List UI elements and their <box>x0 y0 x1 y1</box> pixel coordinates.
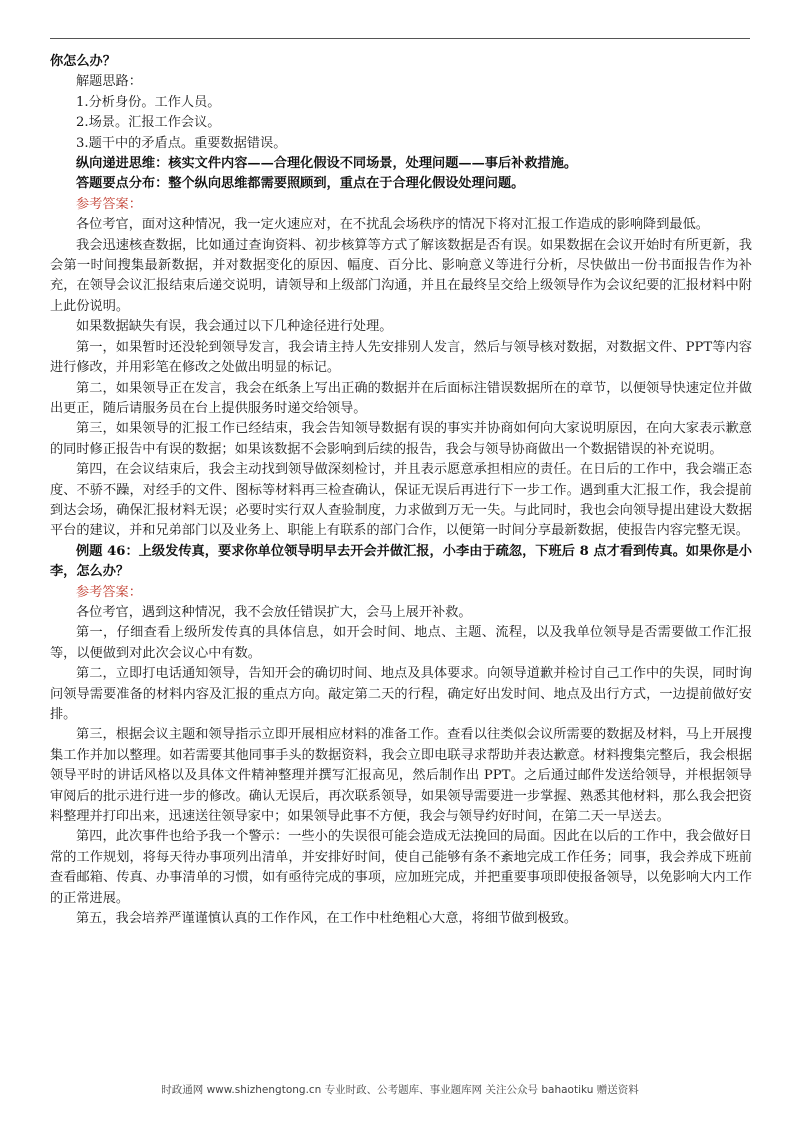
answer-paragraph: 第四，此次事件也给予我一个警示：一些小的失误很可能会造成无法挽回的局面。因此在以后的工作中，我会做好日常的工作规划，将每天待办事项列出清单，并安排好时间，使自己能够有条不紊地完成工作任务；同事，我会养成下班前查看邮箱、传真、办事清单的习惯，如有亟待完成的事项，应加班完成，并把重要事项即使报备领导，以免影响大内工作的正常进展。 <box>50 829 752 906</box>
answer-paragraph: 第四，在会议结束后，我会主动找到领导做深刻检讨，并且表示愿意承担相应的责任。在日后的工作中，我会端正态度、不骄不躁，对经手的文件、图标等材料再三检查确认，保证无误后再进行下一步工作。遇到重大汇报工作，我会提前到达会场，确保汇报材料无误；必要时实行双人查验制度，力求做到万无一失。与此同时，我也会向领导提出建设大数据平台的建议，并和兄弟部门以及业务上、职能上有联系的部门合作，以便第一时间分享最新数据，使报告内容完整无误。 <box>50 462 752 539</box>
page-footer: 时政通网 www.shizhengtong.cn 专业时政、公考题库、事业题库网 关注公众号 bahaotiku 赠送资料 <box>161 1084 639 1096</box>
answer-paragraph: 第三，根据会议主题和领导指示立即开展相应材料的准备工作。查看以往类似会议所需要的数据及材料，马上开展搜集工作并加以整理。如若需要其他同事手头的数据资料，我会立即电联寻求帮助并表达歉意。材料搜集完整后，我会根据领导平时的讲话风格以及具体文件精神整理并撰写汇报高见，然后制作出 PPT。之后通过邮件发送给领导，并根据领导审阅后的批示进行进一步的修改。确认无误后，再次联系领导，如果领导需要进一步掌握、熟悉其他材料，那么我会把资料整理并打印出来，迅速送往领导家中；如果领导此事不方便，我会与领导约好时间，在第二天一早送去。 <box>50 727 752 825</box>
answer-paragraph: 如果数据缺失有误，我会通过以下几种途径进行处理。 <box>76 319 393 335</box>
solution-point: 1.分析身份。工作人员。 <box>76 94 221 110</box>
document-body <box>50 52 752 929</box>
answer-paragraph: 第三，如果领导的汇报工作已经结束，我会告知领导数据有误的事实并协商如何向大家说明原因，在向大家表示歉意的同时修正报告中有误的数据；如果该数据不会影响到后续的报告，我会与领导协商做出一个数据错误的补充说明。 <box>50 421 752 457</box>
solution-point: 2.场景。汇报工作会议。 <box>76 115 221 131</box>
reference-answer-label: 参考答案： <box>76 584 142 600</box>
answer-key-points: 答题要点分布：整个纵向思维都需要照顾到，重点在于合理化假设处理问题。 <box>76 176 525 192</box>
reference-answer-label: 参考答案： <box>76 196 142 212</box>
header-rule <box>50 38 750 39</box>
answer-paragraph: 各位考官，遇到这种情况，我不会放任错误扩大，会马上展开补救。 <box>76 604 472 620</box>
solution-label: 解题思路： <box>76 74 142 90</box>
example-46-question: 例题 46：上级发传真，要求你单位领导明早去开会并做汇报，小李由于疏忽，下班后 8 点才看到传真。如果你是小李，怎么办？ <box>50 543 752 580</box>
question-tail: 你怎么办？ <box>50 54 116 69</box>
answer-paragraph: 第二，如果领导正在发言，我会在纸条上写出正确的数据并在后面标注错误数据所在的章节，以便领导快速定位并做出更正，随后请服务员在台上提供服务时递交给领导。 <box>50 380 752 416</box>
answer-paragraph: 第一，如果暂时还没轮到领导发言，我会请主持人先安排别人发言，然后与领导核对数据，对数据文件、PPT等内容进行修改，并用彩笔在修改之处做出明显的标记。 <box>50 339 752 376</box>
answer-paragraph: 第一，仔细查看上级所发传真的具体信息，如开会时间、地点、主题、流程，以及我单位领导是否需要做工作汇报等，以便做到对此次会议心中有数。 <box>50 625 752 661</box>
answer-paragraph: 第二，立即打电话通知领导，告知开会的确切时间、地点及具体要求。向领导道歉并检讨自己工作中的失误，同时询问领导需要准备的材料内容及汇报的重点方向。敲定第二天的行程，确定好出发时间、地点及出行方式，一边提前做好安排。 <box>50 666 752 722</box>
solution-point: 3.题干中的矛盾点。重要数据错误。 <box>76 135 287 151</box>
answer-paragraph: 我会迅速核查数据，比如通过查询资料、初步核算等方式了解该数据是否有误。如果数据在会议开始时有所更新，我会第一时间搜集最新数据，并对数据变化的原因、幅度、百分比、影响意义等进行分析，尽快做出一份书面报告作为补充，在领导会议汇报结束后递交说明，请领导和上级部门沟通，并且在最终呈交给上级领导作为会议纪要的汇报材料中附上此份说明。 <box>50 237 752 314</box>
vertical-thinking: 纵向递进思维：核实文件内容——合理化假设不同场景，处理问题——事后补救措施。 <box>76 156 578 172</box>
answer-paragraph: 各位考官，面对这种情况，我一定火速应对，在不扰乱会场秩序的情况下将对汇报工作造成的影响降到最低。 <box>76 217 709 233</box>
answer-paragraph: 第五，我会培养严谨谨慎认真的工作作风，在工作中杜绝粗心大意，将细节做到极致。 <box>76 911 578 927</box>
